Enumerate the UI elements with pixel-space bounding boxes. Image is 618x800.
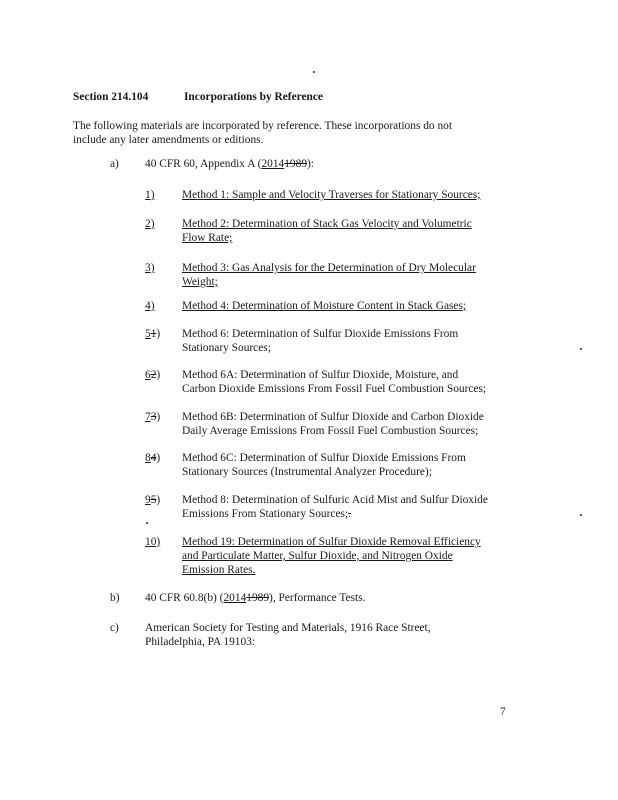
method-7-number-tail: ) <box>156 411 161 423</box>
section-title: Incorporations by Reference <box>184 91 323 103</box>
section-number: Section 214.104 <box>73 91 149 103</box>
method-5-number-old: 1 <box>150 328 157 340</box>
method-9-number-tail: ) <box>156 494 161 506</box>
scan-speck <box>580 348 582 350</box>
method-2-line-1: Method 2: Determination of Stack Gas Velocity and Volumetric <box>182 218 472 230</box>
method-7-line-1: Method 6B: Determination of Sulfur Dioxide and Carbon Dioxide <box>182 411 484 423</box>
method-7-number-old: 3 <box>150 411 157 423</box>
method-9-line-2 <box>182 507 351 522</box>
method-1-text: Method 1: Sample and Velocity Traverses for Stationary Sources; <box>182 189 481 201</box>
method-7-number-new: 7 <box>145 411 151 423</box>
method-6-line-2: Carbon Dioxide Emissions From Fossil Fuel Combustion Sources; <box>182 383 487 395</box>
method-6-number-old: 2 <box>150 369 157 381</box>
scan-speck <box>313 71 315 73</box>
method-5-line-1: Method 6: Determination of Sulfur Dioxide Emissions From <box>182 328 459 340</box>
item-a-text <box>145 157 314 172</box>
method-2-number: 2) <box>145 218 155 230</box>
method-6-number-tail: ) <box>156 369 161 381</box>
method-3-line-2: Weight; <box>182 276 218 288</box>
item-b-inserted: 2014 <box>223 592 247 604</box>
item-b-label: b) <box>110 592 120 604</box>
method-5-number <box>145 327 160 342</box>
item-b-text <box>145 591 365 606</box>
method-5-number-new: 5 <box>145 328 151 340</box>
method-3-number: 3) <box>145 262 155 274</box>
method-8-line-2: Stationary Sources (Instrumental Analyzer Procedure); <box>182 466 432 478</box>
item-b-pre: 40 CFR 60.8(b) ( <box>145 592 224 604</box>
method-8-line-1: Method 6C: Determination of Sulfur Dioxide Emissions From <box>182 452 466 464</box>
method-5-line-2: Stationary Sources; <box>182 342 271 354</box>
intro-line-2: include any later amendments or editions. <box>73 134 264 146</box>
method-9-line-1: Method 8: Determination of Sulfuric Acid Mist and Sulfur Dioxide <box>182 494 488 506</box>
method-8-number-new: 8 <box>145 452 151 464</box>
item-c-label: c) <box>110 622 119 634</box>
method-6-number-new: 6 <box>145 369 151 381</box>
method-7-number <box>145 410 160 425</box>
item-c-line-2: Philadelphia, PA 19103: <box>145 636 256 648</box>
method-1-number: 1) <box>145 189 155 201</box>
method-9-number <box>145 493 160 508</box>
method-6-number <box>145 368 160 383</box>
method-9-number-old: 5 <box>150 494 157 506</box>
item-b-deleted: 1989 <box>246 592 270 604</box>
method-4-number: 4) <box>145 300 155 312</box>
item-a-deleted: 1989 <box>284 158 308 170</box>
method-8-number-old: 4 <box>150 452 157 464</box>
method-10-line-2: and Particulate Matter, Sulfur Dioxide, and Nitrogen Oxide <box>182 550 453 562</box>
method-10-line-1: Method 19: Determination of Sulfur Dioxide Removal Efficiency <box>182 536 481 548</box>
method-9-number-new: 9 <box>145 494 151 506</box>
method-4-text: Method 4: Determination of Moisture Content in Stack Gases; <box>182 300 467 312</box>
page-number: 7 <box>500 706 506 718</box>
method-9-trail-deleted: . <box>348 508 351 520</box>
item-a-label: a) <box>110 158 119 170</box>
method-6-line-1: Method 6A: Determination of Sulfur Dioxide, Moisture, and <box>182 369 459 381</box>
scan-speck <box>146 522 148 524</box>
method-5-number-tail: ) <box>156 328 161 340</box>
method-2-line-2: Flow Rate; <box>182 232 233 244</box>
item-a-post: ): <box>307 158 314 170</box>
item-c-line-1: American Society for Testing and Materials, 1916 Race Street, <box>145 622 431 634</box>
method-8-number <box>145 451 160 466</box>
method-7-line-2: Daily Average Emissions From Fossil Fuel Combustion Sources; <box>182 425 479 437</box>
method-9-line-2-text: Emissions From Stationary Sources; <box>182 508 349 520</box>
item-a-inserted: 2014 <box>261 158 285 170</box>
intro-line-1: The following materials are incorporated by reference. These incorporations do not <box>73 120 453 132</box>
item-b-post: ), Performance Tests. <box>269 592 366 604</box>
scan-speck <box>580 514 582 516</box>
item-a-pre: 40 CFR 60, Appendix A ( <box>145 158 262 170</box>
method-3-line-1: Method 3: Gas Analysis for the Determination of Dry Molecular <box>182 262 476 274</box>
method-8-number-tail: ) <box>156 452 161 464</box>
method-10-number: 10) <box>145 536 161 548</box>
method-10-line-3: Emission Rates. <box>182 564 256 576</box>
